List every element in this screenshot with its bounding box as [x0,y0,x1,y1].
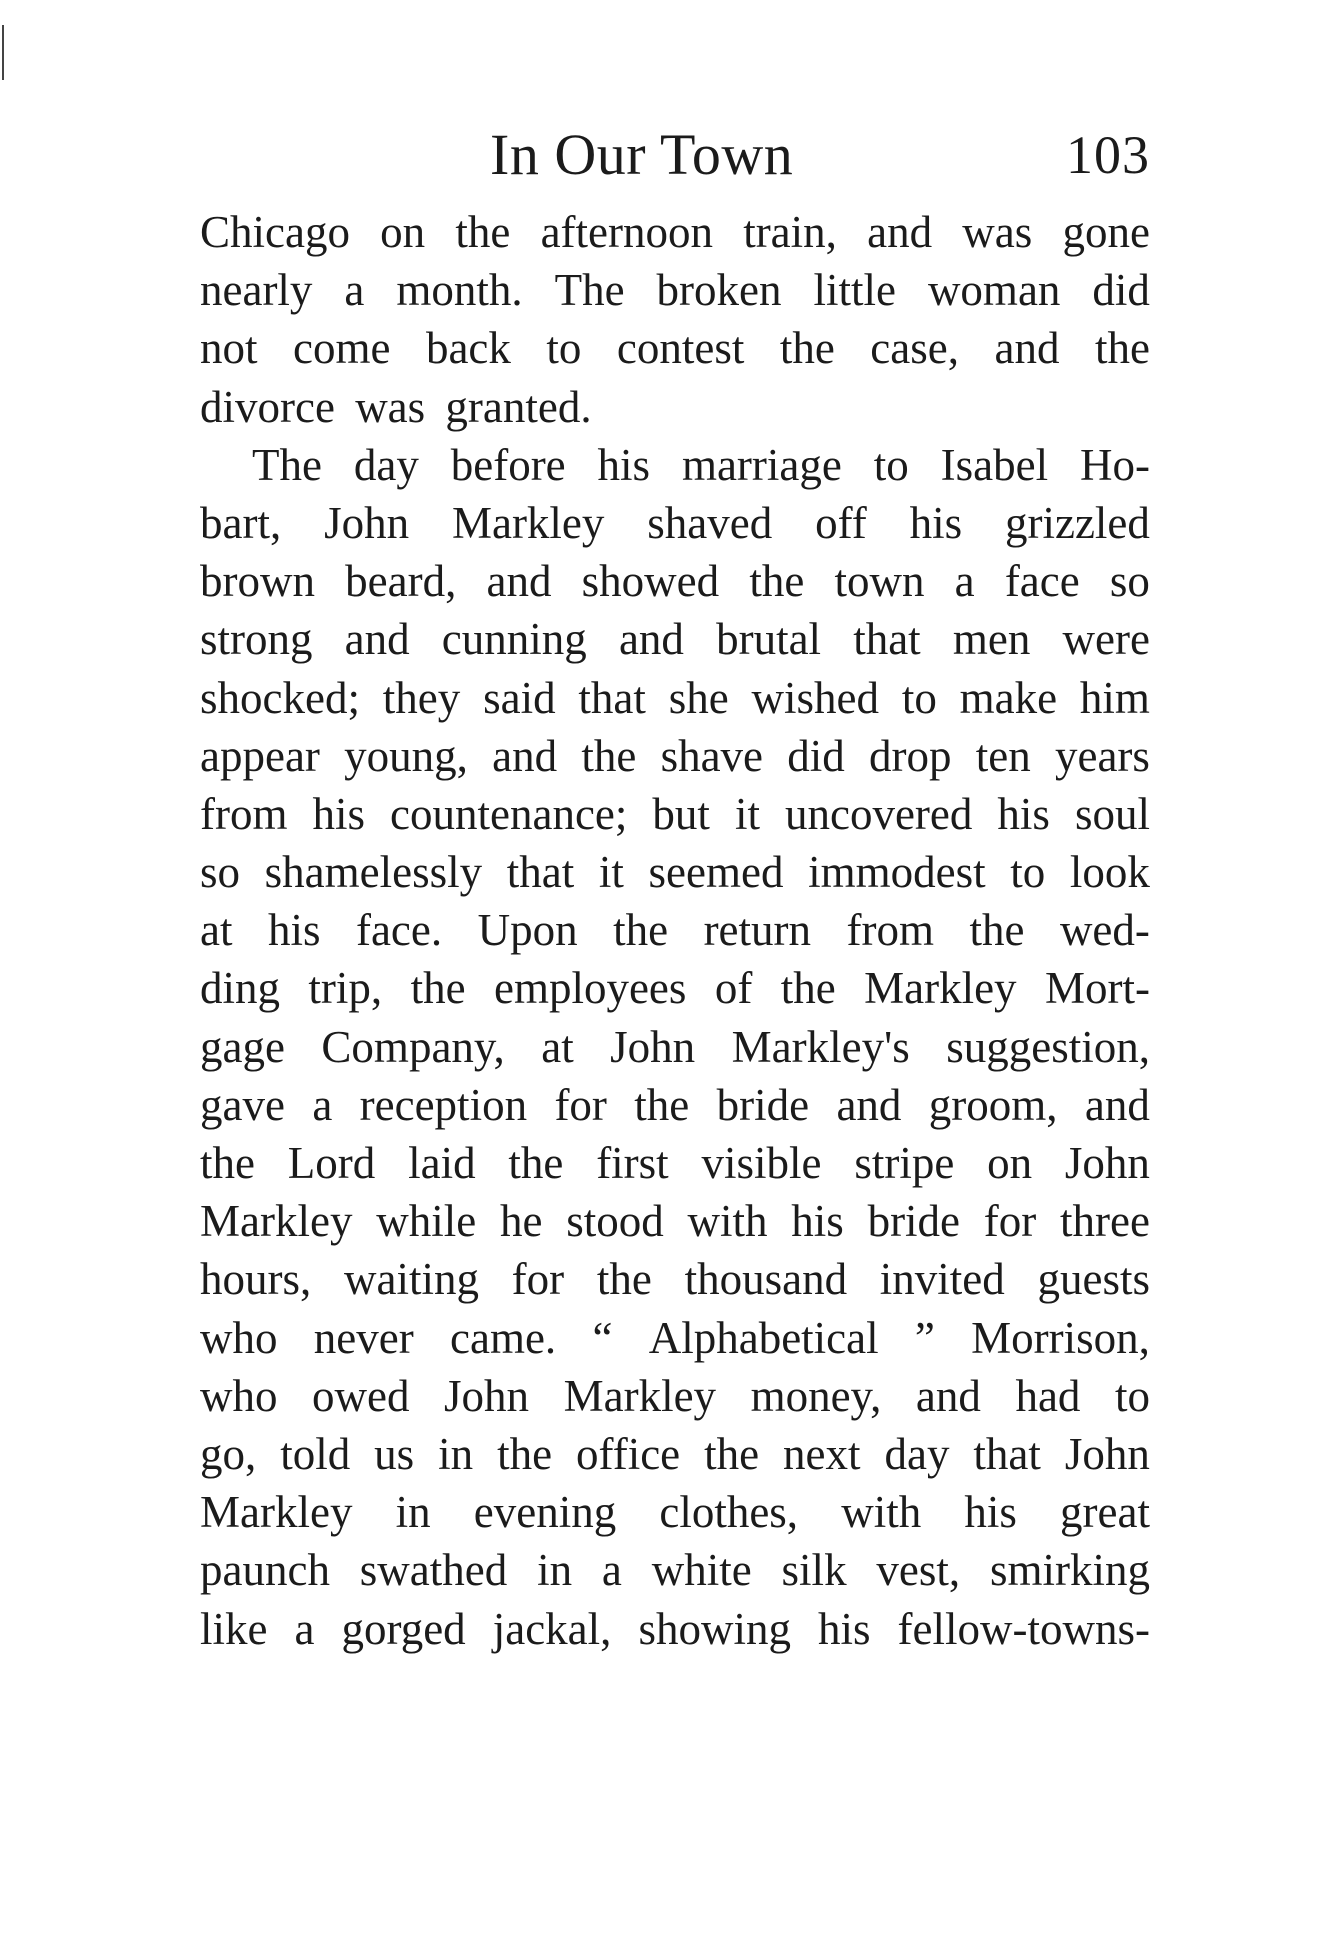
word: he [499,1196,543,1247]
text-line [200,552,1150,610]
word: cunning [441,614,587,665]
text-line [200,1134,1150,1192]
word: countenance; [390,788,628,839]
word: employees [493,963,687,1014]
word: the [596,1254,652,1305]
word: him [1079,672,1150,723]
running-title: In Our Town [490,122,794,187]
word: while [376,1196,477,1247]
word: beard, [345,556,457,607]
word: clothes, [659,1487,799,1538]
word: in [537,1545,573,1596]
word: groom, [928,1079,1058,1130]
text-line [200,1192,1150,1250]
word: jackal, [492,1603,612,1654]
word: his [312,788,366,839]
word: month. [396,265,523,316]
word: Markley [864,963,1017,1014]
page-header [200,120,1150,190]
word: woman [927,265,1061,316]
word: that [973,1428,1041,1479]
word: divorce [200,381,335,432]
word: money, [750,1370,882,1421]
text-line [200,1309,1150,1367]
word: so [1109,556,1150,607]
word: gorged [341,1603,466,1654]
word: the [613,905,669,956]
word: his [597,439,651,490]
word: vest, [876,1545,961,1596]
word: she [668,672,729,723]
body-text [200,203,1150,1658]
text-line [200,1250,1150,1308]
word: gave [200,1079,285,1130]
text-line [200,261,1150,319]
word: Company, [321,1021,505,1072]
word: Markley [200,1487,353,1538]
word: told [280,1428,351,1479]
word: little [813,265,896,316]
page-number: 103 [1066,125,1150,185]
word: young, [344,730,468,781]
word: never [313,1312,414,1363]
word: and [994,323,1060,374]
text-line [200,669,1150,727]
word: a [294,1603,315,1654]
word: a [601,1545,622,1596]
word: day [884,1428,950,1479]
word: Ho- [1080,439,1150,490]
word: uncovered [784,788,973,839]
word: came. [450,1312,557,1363]
word: shaved [647,497,773,548]
word: seemed [648,847,784,898]
word: Markley [451,497,605,548]
word: that [578,672,646,723]
word: his [909,497,963,548]
word: bride [716,1079,810,1130]
word: wished [751,672,879,723]
word: it [734,788,760,839]
text-line [200,785,1150,843]
word: to [873,439,909,490]
word: to [901,672,937,723]
word: years [1054,730,1150,781]
word: John [1064,1428,1150,1479]
word: had [1015,1370,1081,1421]
word: stood [566,1196,664,1247]
word: the [581,730,637,781]
word: shave [660,730,764,781]
text-line [200,1018,1150,1076]
word: suggestion, [946,1021,1150,1072]
text-line [200,843,1150,901]
word: did [1092,265,1150,316]
word: John [444,1370,530,1421]
word: ten [975,730,1031,781]
word: for [554,1079,607,1130]
text-line [200,1541,1150,1599]
word: make [959,672,1058,723]
word: bride [867,1196,961,1247]
word: for [983,1196,1037,1247]
word: a [954,556,975,607]
word: Isabel [940,439,1049,490]
word: look [1069,847,1150,898]
word: return [703,905,812,956]
word: marriage [681,439,842,490]
word: invited [879,1254,1005,1305]
word: his [964,1487,1017,1538]
word: the [410,963,466,1014]
word: first [596,1138,669,1188]
word: the [634,1079,690,1130]
word: the [497,1428,553,1479]
word: was [962,207,1033,257]
text-line [200,319,1150,377]
word: hours, [200,1254,312,1305]
word: brown [200,556,315,607]
word: swathed [359,1545,508,1596]
word: and [344,614,410,665]
word: Morrison, [971,1312,1150,1363]
word: wed- [1059,905,1150,956]
word: waiting [343,1254,479,1305]
text-line [200,494,1150,552]
word: they [382,672,461,723]
word: that [506,847,575,898]
word: the [779,323,835,374]
word: drop [869,730,952,781]
word: the [200,1138,255,1188]
word: and [915,1370,981,1421]
word: the [749,556,805,607]
word: Chicago [200,207,350,257]
text-line [200,959,1150,1017]
word: visible [701,1138,822,1188]
word: men [952,614,1031,665]
word: fellow-towns- [897,1603,1150,1654]
word: at [541,1021,574,1072]
word: Upon [477,905,578,956]
word: gone [1062,207,1150,257]
word: with [687,1196,768,1247]
word: on [987,1138,1033,1188]
word: great [1060,1487,1150,1538]
word: shocked; [200,672,360,723]
text-line [200,610,1150,668]
text-line [200,203,1150,261]
word: the [1094,323,1150,374]
word: contest [616,323,745,374]
word: that [853,614,921,665]
word: were [1062,614,1150,665]
word: John [1064,1138,1150,1188]
word: The [554,265,625,316]
text-line [200,1367,1150,1425]
word: his [267,905,321,956]
word: stripe [854,1138,955,1188]
word: Markley [200,1196,353,1247]
word: reception [359,1079,528,1130]
word: John [324,497,410,548]
word: office [576,1428,681,1479]
word: broken [656,265,782,316]
word: in [438,1428,474,1479]
word: and [618,614,684,665]
word: on [380,207,426,257]
word: with [841,1487,922,1538]
word: grizzled [1005,497,1150,548]
word: appear [200,730,320,781]
word: of [714,963,753,1014]
word: the [969,905,1025,956]
word: thousand [684,1254,848,1305]
word: afternoon [540,207,713,257]
word: back [425,323,511,374]
text-line [200,1600,1150,1658]
word: from [200,788,288,839]
word: ding [200,963,281,1014]
word: a [312,1079,333,1130]
word: “ [592,1312,613,1363]
text-line [200,436,1150,494]
word: white [651,1545,752,1596]
word: showed [581,556,720,607]
word: it [598,847,624,898]
word: and [486,556,552,607]
word: at [200,905,233,956]
word: showing [638,1603,791,1654]
word: to [546,323,582,374]
word: the [704,1428,760,1479]
word: face. [355,905,443,956]
word: day [353,439,419,490]
scan-edge-mark [2,25,4,80]
word: and [1084,1079,1150,1130]
word: before [450,439,566,490]
word: next [783,1428,861,1479]
text-line [200,1483,1150,1541]
word: his [791,1196,844,1247]
word: did [787,730,845,781]
word: who [200,1370,278,1421]
word: like [200,1603,268,1654]
word: who [200,1312,278,1363]
word: Markley's [731,1021,910,1072]
word: to [1010,847,1046,898]
word: said [483,672,556,723]
word: come [293,323,391,374]
word: paunch [200,1545,330,1596]
word: in [395,1487,431,1538]
text-line [200,901,1150,959]
word: town [834,556,925,607]
word: Mort- [1044,963,1150,1014]
word: guests [1037,1254,1150,1305]
word: from [846,905,934,956]
word: so [200,847,241,898]
word: three [1060,1196,1150,1247]
word: ” [914,1312,935,1363]
word: nearly [200,265,313,316]
word: us [374,1428,415,1479]
word: but [652,788,710,839]
word: was [355,381,426,432]
word: smirking [989,1545,1150,1596]
word: off [815,497,867,548]
word: face [1004,556,1080,607]
word: case, [870,323,959,374]
word: owed [312,1370,410,1421]
word: trip, [308,963,383,1014]
text-line [200,378,1150,436]
word: shamelessly [264,847,483,898]
word: the [780,963,836,1014]
word: John [610,1021,696,1072]
word: gage [200,1021,285,1072]
text-line [200,1425,1150,1483]
word: strong [200,614,313,665]
word: The [252,439,322,490]
word: the [508,1138,564,1188]
word: to [1114,1370,1150,1421]
word: his [817,1603,871,1654]
word: granted. [445,381,592,432]
word: go, [200,1428,257,1479]
word: evening [473,1487,617,1538]
word: and [867,207,933,257]
word: his [997,788,1050,839]
word: immodest [808,847,986,898]
word: and [492,730,558,781]
word: train, [743,207,837,257]
word: silk [781,1545,847,1596]
word: soul [1074,788,1150,839]
text-line [200,1076,1150,1134]
word: a [344,265,365,316]
word: the [455,207,511,257]
word: bart, [200,497,282,548]
word: and [836,1079,902,1130]
word: brutal [716,614,822,665]
word: Alphabetical [648,1312,879,1363]
word: laid [408,1138,476,1188]
word: for [511,1254,565,1305]
word: Markley [563,1370,717,1421]
word: Lord [287,1138,376,1188]
text-line [200,727,1150,785]
word: not [200,323,258,374]
